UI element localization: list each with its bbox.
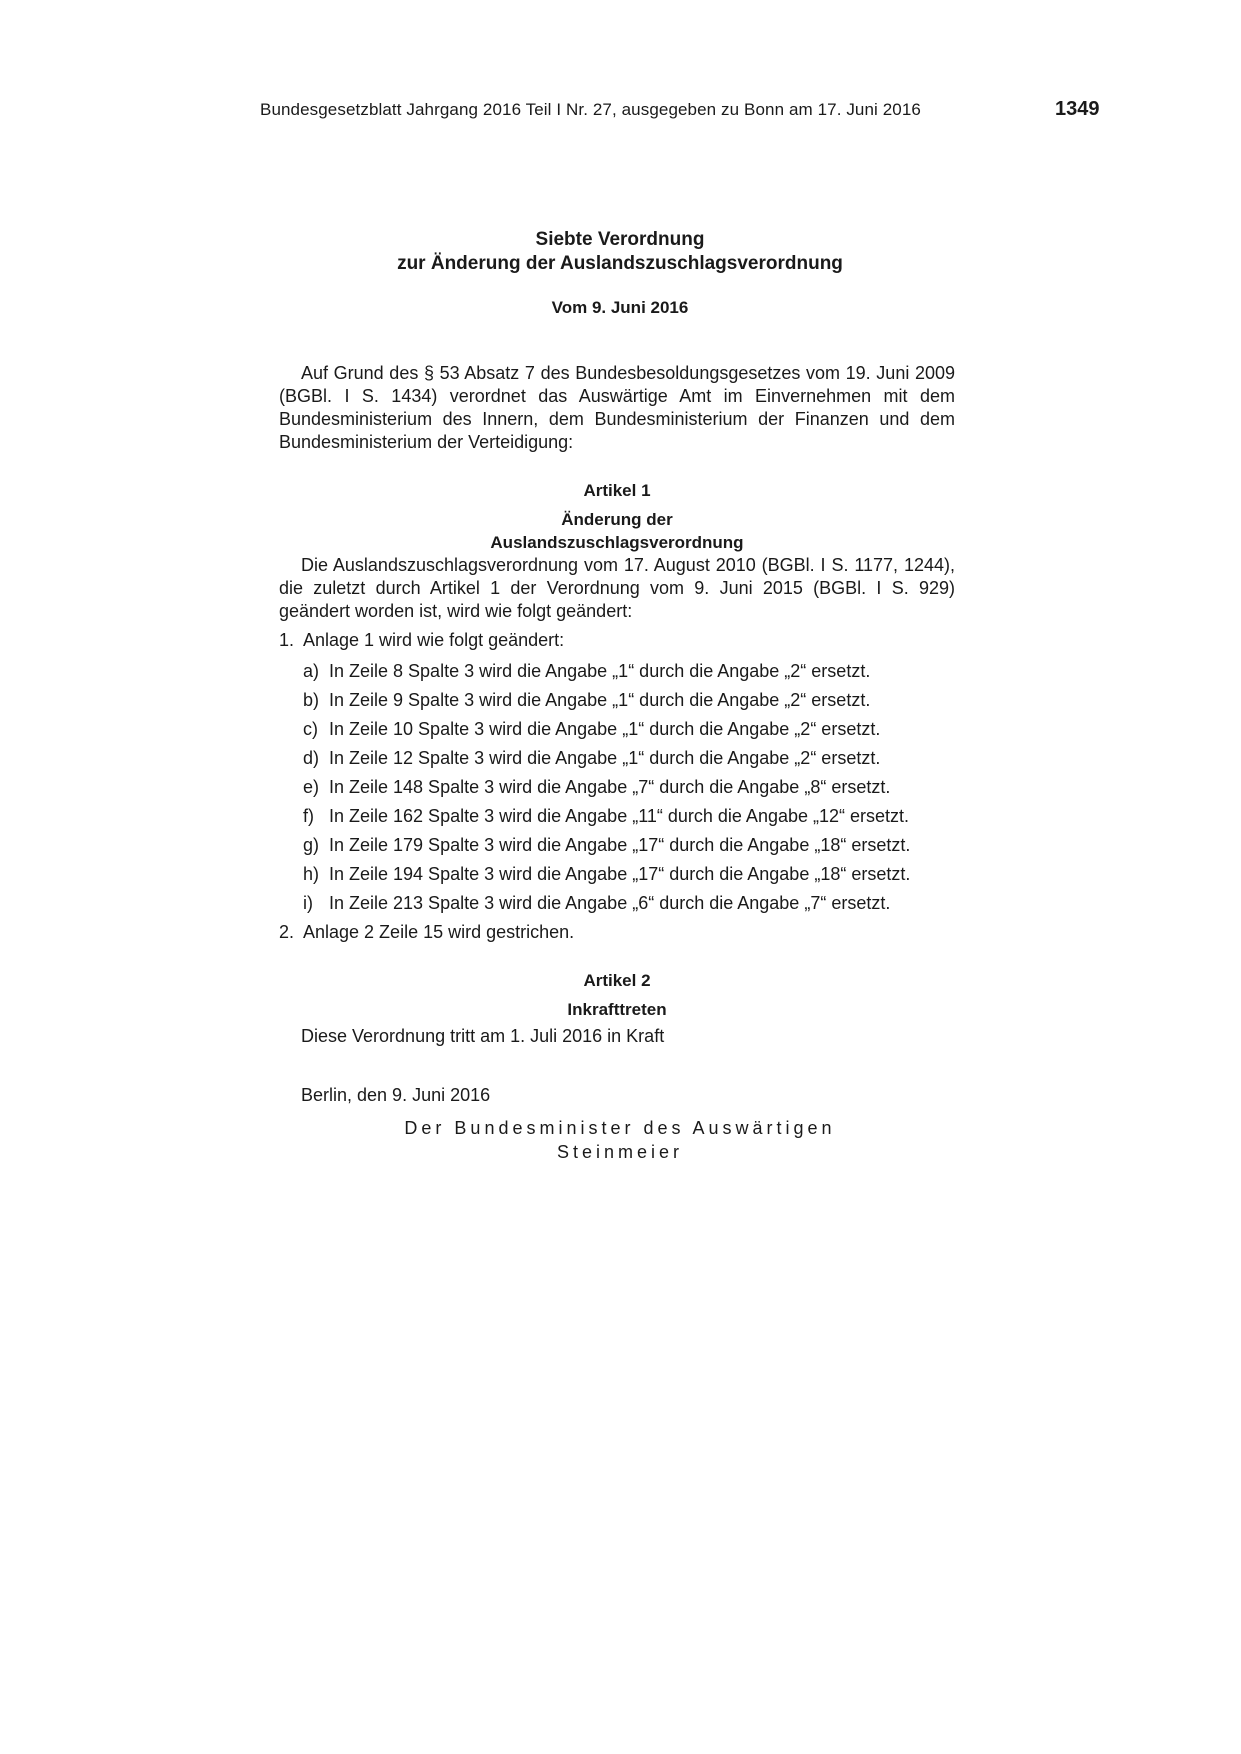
sub-list-letter: i) xyxy=(303,893,313,913)
list-item-1 xyxy=(279,629,955,652)
article-1-heading-line-2: Auslandszuschlagsverordnung xyxy=(490,533,744,552)
sub-list-item xyxy=(303,776,955,799)
sub-list-item xyxy=(303,892,955,915)
list-number: 1. xyxy=(279,630,295,650)
sub-list-letter: b) xyxy=(303,690,320,710)
sub-list-text: In Zeile 194 Spalte 3 wird die Angabe „17“ durch die Angabe „18“ ersetzt. xyxy=(329,864,911,884)
sub-list-letter: c) xyxy=(303,719,318,739)
body-column xyxy=(279,362,955,1107)
sub-list-text: In Zeile 148 Spalte 3 wird die Angabe „7“ durch die Angabe „8“ ersetzt. xyxy=(329,777,891,797)
sub-amendment-list xyxy=(279,660,955,915)
list-item-text: Anlage 1 wird wie folgt geändert: xyxy=(303,630,565,650)
article-1-intro: Die Auslandszuschlagsverordnung vom 17. August 2010 (BGBl. I S. 1177, 1244), die zuletzt durch Artikel 1 der Verordnung vom 9. Juni 2015 (BGBl. I S. 929) geändert worden ist, wird wie folgt geändert: xyxy=(279,555,955,621)
amendment-list-2 xyxy=(279,921,955,944)
list-item-2 xyxy=(279,921,955,944)
sub-list-text: In Zeile 8 Spalte 3 wird die Angabe „1“ durch die Angabe „2“ ersetzt. xyxy=(329,661,871,681)
sub-list-letter: d) xyxy=(303,748,320,768)
signatory-name: Steinmeier xyxy=(556,1142,684,1162)
article-1-heading-line-1: Änderung der xyxy=(561,510,673,529)
sub-list-letter: h) xyxy=(303,864,320,884)
sub-list-letter: a) xyxy=(303,661,320,681)
sub-list-text: In Zeile 10 Spalte 3 wird die Angabe „1“ durch die Angabe „2“ ersetzt. xyxy=(329,719,881,739)
list-number: 2. xyxy=(279,922,295,942)
article-2-number: Artikel 2 xyxy=(583,971,651,990)
sub-list-letter: e) xyxy=(303,777,320,797)
signatory-title: Der Bundesminister des Auswärtigen xyxy=(404,1118,836,1138)
sub-list-letter: g) xyxy=(303,835,320,855)
sub-list-item xyxy=(303,747,955,770)
sub-list-text: In Zeile 12 Spalte 3 wird die Angabe „1“ durch die Angabe „2“ ersetzt. xyxy=(329,748,881,768)
list-item-text: Anlage 2 Zeile 15 wird gestrichen. xyxy=(303,922,575,942)
document-date: Vom 9. Juni 2016 xyxy=(551,298,689,317)
sub-list-item xyxy=(303,834,955,857)
preamble: Auf Grund des § 53 Absatz 7 des Bundesbesoldungsgesetzes vom 19. Juni 2009 (BGBl. I S. 1434) verordnet das Auswärtige Amt im Einvernehmen mit dem Bundesministerium des Innern, dem Bundesministerium der Finanzen und dem Bundesministerium der Verteidigung: xyxy=(279,363,955,452)
title-line-2: zur Änderung der Auslandszuschlagsverordnung xyxy=(397,253,843,274)
sub-list-item xyxy=(303,689,955,712)
sub-list-item xyxy=(303,718,955,741)
sub-list-text: In Zeile 162 Spalte 3 wird die Angabe „11“ durch die Angabe „12“ ersetzt. xyxy=(329,806,910,826)
sub-list-letter: f) xyxy=(303,806,314,826)
sub-list-text: In Zeile 213 Spalte 3 wird die Angabe „6“ durch die Angabe „7“ ersetzt. xyxy=(329,893,891,913)
sub-list-item xyxy=(303,805,955,828)
page-number: 1349 xyxy=(1055,98,1100,120)
place-date: Berlin, den 9. Juni 2016 xyxy=(301,1085,491,1105)
article-2-text: Diese Verordnung tritt am 1. Juli 2016 in Kraft xyxy=(301,1026,665,1046)
title-line-1: Siebte Verordnung xyxy=(535,229,705,250)
document-title xyxy=(280,228,960,276)
sub-list-text: In Zeile 9 Spalte 3 wird die Angabe „1“ durch die Angabe „2“ ersetzt. xyxy=(329,690,871,710)
sub-list-text: In Zeile 179 Spalte 3 wird die Angabe „17“ durch die Angabe „18“ ersetzt. xyxy=(329,835,911,855)
amendment-list xyxy=(279,629,955,652)
running-head: Bundesgesetzblatt Jahrgang 2016 Teil I Nr. 27, ausgegeben zu Bonn am 17. Juni 2016 xyxy=(260,100,921,119)
article-1-number: Artikel 1 xyxy=(583,481,651,500)
sub-list-item xyxy=(303,863,955,886)
sub-list-item xyxy=(303,660,955,683)
article-2-heading: Inkrafttreten xyxy=(567,1000,667,1019)
